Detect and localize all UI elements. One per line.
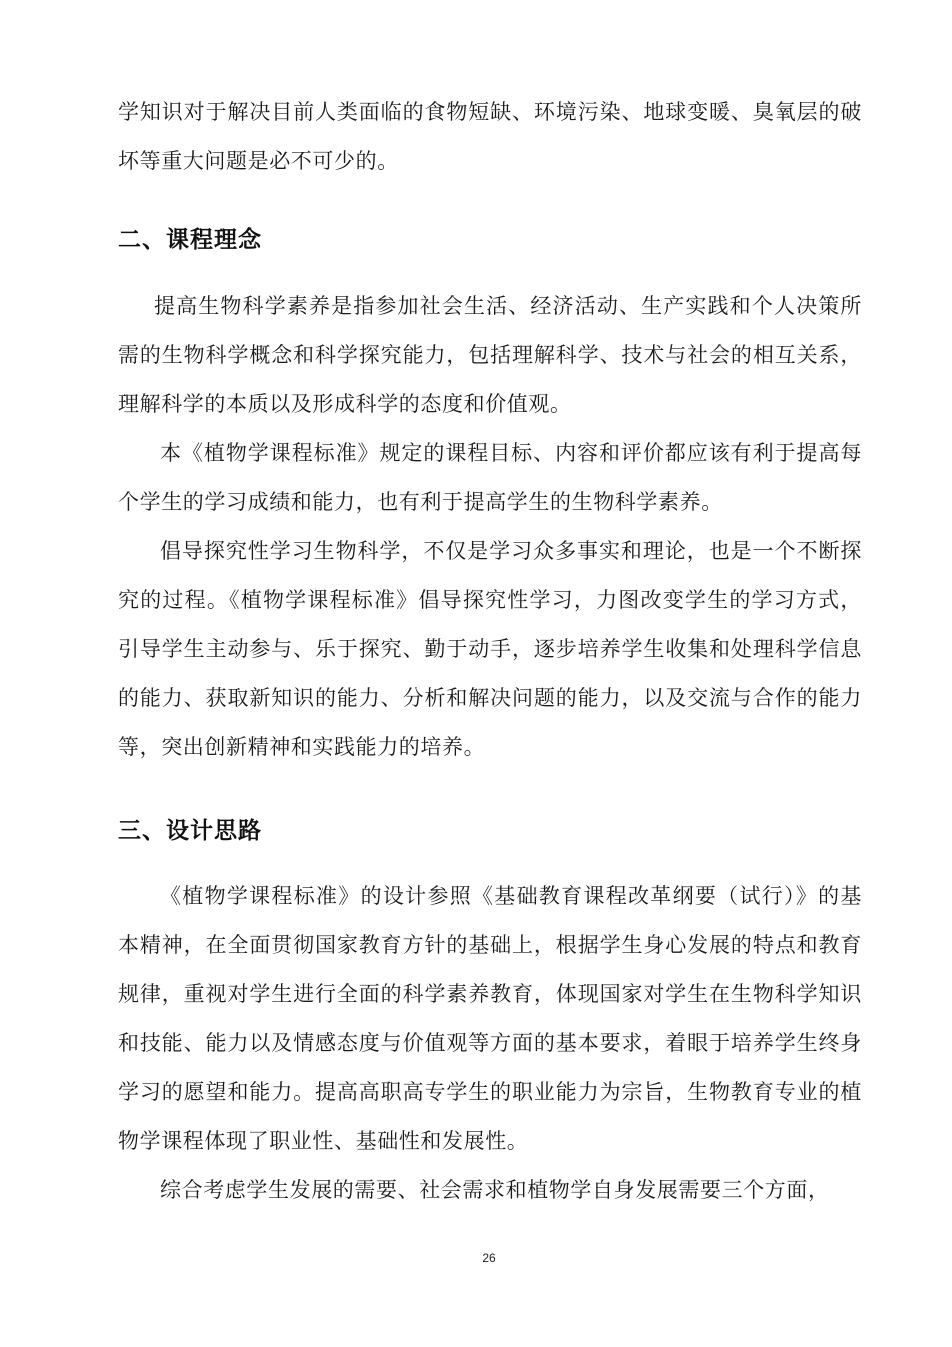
paragraph-design-basis: 《植物学课程标准》的设计参照《基础教育课程改革纲要（试行）》的基本精神，在全面贯彻国家教育方针的基础上，根据学生身心发展的特点和教育规律，重视对学生进行全面的科学素养教育，体现国家对学生在生物科学知识和技能、能力以及情感态度与价值观等方面的基本要求，着眼于培养学生终身学习的愿望和能力。提高高职高专学生的职业能力为宗旨，生物教育专业的植物学课程体现了职业性、基础性和发展性。 [118, 884, 862, 1153]
continuation-paragraph: 学知识对于解决目前人类面临的食物短缺、环境污染、地球变暖、臭氧层的破坏等重大问题是必不可少的。 [118, 100, 862, 173]
section-heading-curriculum-philosophy: 二、课程理念 [118, 227, 262, 253]
page-number: 26 [482, 1251, 496, 1265]
section-heading-design-approach: 三、设计思路 [118, 818, 262, 844]
paragraph-inquiry-learning: 倡导探究性学习生物科学，不仅是学习众多事实和理论，也是一个不断探究的过程。《植物学课程标准》倡导探究性学习，力图改变学生的学习方式，引导学生主动参与、乐于探究、勤于动手，逐步培养学生收集和处理科学信息的能力、获取新知识的能力、分析和解决问题的能力，以及交流与合作的能力等，突出创新精神和实践能力的培养。 [118, 539, 862, 759]
paragraph-scientific-literacy: 提高生物科学素养是指参加社会生活、经济活动、生产实践和个人决策所需的生物科学概念和科学探究能力，包括理解科学、技术与社会的相互关系，理解科学的本质以及形成科学的态度和价值观。 [118, 294, 862, 416]
paragraph-standard-goals: 本《植物学课程标准》规定的课程目标、内容和评价都应该有利于提高每个学生的学习成绩和能力，也有利于提高学生的生物科学素养。 [118, 441, 862, 514]
paragraph-comprehensive-consideration: 综合考虑学生发展的需要、社会需求和植物学自身发展需要三个方面， [160, 1178, 830, 1202]
